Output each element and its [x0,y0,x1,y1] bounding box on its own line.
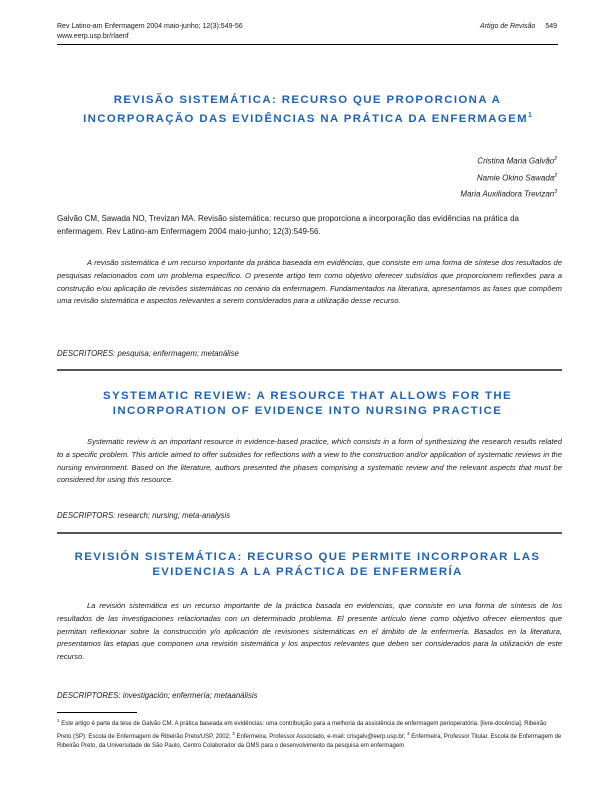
title-en-line1: SYSTEMATIC REVIEW: A RESOURCE THAT ALLOWS FOR THE [102,390,513,402]
author: Maria Auxiliadora Trevizan$^3$ [460,189,557,199]
abstract-english: Systematic review is an important resource in evidence-based practice, which consists in a form of synthesizing the research results related to a specific problem. This article aimed to offer subsidies for reflections with a view to the construction and/or application of systematic reviews in the nursing environment. Based on the literature, authors presented the phases comprising a systematic review and the relevant aspects that must be considered for using this resource. [57,437,562,485]
section-divider [57,532,562,534]
keywords-portuguese: DESCRITORES: pesquisa; enfermagem; metanálise [57,349,239,358]
title-portuguese [57,93,558,127]
title-footnote-mark: 1 [528,112,532,119]
footnote-2: Enfermeira, Professor Associado, e-mail: crisgalv@eerp.usp.br; [236,734,406,740]
journal-url[interactable]: www.eerp.usp.br/rlaenf [57,33,129,40]
title-spanish [57,550,558,580]
keywords-english: DESCRIPTORS: research; nursing; meta-analysis [57,511,231,520]
section-info [480,22,557,32]
section-divider [57,369,562,371]
footnote-1: Este artigo é parte da tese de Galvão CM. A prática baseada em evidências: uma contribuição para a melhoria da assistência de enfermagem perioperatória. [livre-docência]. Ribeirão Preto (SP): Escola de Enfermagem de Ribeirão Preto/USP, 2002; [57,721,547,740]
footnote-3: Enfermeira, Professor Titular. Escola de Enfermagem de Ribeirão Preto, da Universidade de São Paulo, Centro Colaborador da OMS para o desenvolvimento da pesquisa em enfermagem [57,734,562,749]
journal-info [57,22,243,42]
title-es-line2: EVIDENCIAS A LA PRÁCTICA DE ENFERMERÍA [152,566,463,578]
keywords-spanish: DESCRIPTORES: investigación; enfermería; metaanálisis [57,691,258,700]
title-en-line2: INCORPORATION OF EVIDENCE INTO NURSING PRACTICE [112,405,503,417]
title-pt-line1: REVISÃO SISTEMÁTICA: RECURSO QUE PROPORCIONA A [113,94,502,106]
citation: Galvão CM, Sawada NO, Trevizan MA. Revisão sistemática: recurso que proporciona a incorporação das evidências na prática da enfermagem. Rev Latino-am Enfermagem 2004 maio-junho; 12(3):549-56. [57,214,520,236]
abstract-spanish: La revisión sistemática es un recurso importante de la práctica basada en evidencias, que consiste en una forma de síntesis de los resultados de las investigaciones relacionadas con un determinado problema. El presente artículo tiene como objetivo ofrecer elementos que permitan reflexionar sobre la construcción y/o aplicación de revisiones sistemáticas en el ámbito de la enfermería. Basados en la literatura, presentamos las etapas que componen una revisión sistemática y los aspectos relevantes que deben ser considerados para la utilización de este recurso. [57,601,562,662]
title-english [57,389,558,419]
title-pt-line2: INCORPORAÇÃO DAS EVIDÊNCIAS NA PRÁTICA DA ENFERMAGEM$^1$ [83,112,532,125]
author-list [460,152,557,202]
page-number: 549 [545,23,557,30]
footnotes: $^1$ Este artigo é parte da tese de Galvão CM. A prática baseada em evidências: uma contribuição para a melhoria da assistência de enfermagem perioperatória. [livre-docência]. Ribeirão Preto (SP): Escola de Enfermagem de Ribeirão Preto/USP, 2002; $^2$ Enfermeira, Professor Associado, e-mail: crisgalv@eerp.usp.br; $^3$ Enfermeira, Professor Titular. Escola de Enfermagem de Ribeirão Preto, da Universidade de São Paulo, Centro Colaborador da OMS para o desenvolvimento da pesquisa em enfermagem [57,718,562,749]
abstract-portuguese: A revisão sistemática é um recurso importante da prática baseada em evidências, que consiste em uma forma de síntese dos resultados de pesquisas relacionados com um problema específico. O presente artigo tem como objetivo oferecer subsídios que proporcionem reflexões para a construção e/ou aplicação de revisões sistemáticas no cenário da enfermagem. Fundamentados na literatura, apresentamos as fases que compõem uma revisão sistemática e aspectos relevantes a serem considerados para a utilização desse recurso. [57,258,562,306]
journal-line: Rev Latino-am Enfermagem 2004 maio-junho; 12(3):549-56 [57,23,243,30]
header-divider [57,44,558,45]
section-label: Artigo de Revisão [480,23,536,30]
footnote-divider [57,712,137,713]
title-es-line1: REVISIÓN SISTEMÁTICA: RECURSO QUE PERMITE INCORPORAR LAS [74,551,541,563]
author: Namie Okino Sawada$^2$ [476,172,557,183]
author: Cristina Maria Galvão$^2$ [477,156,557,166]
